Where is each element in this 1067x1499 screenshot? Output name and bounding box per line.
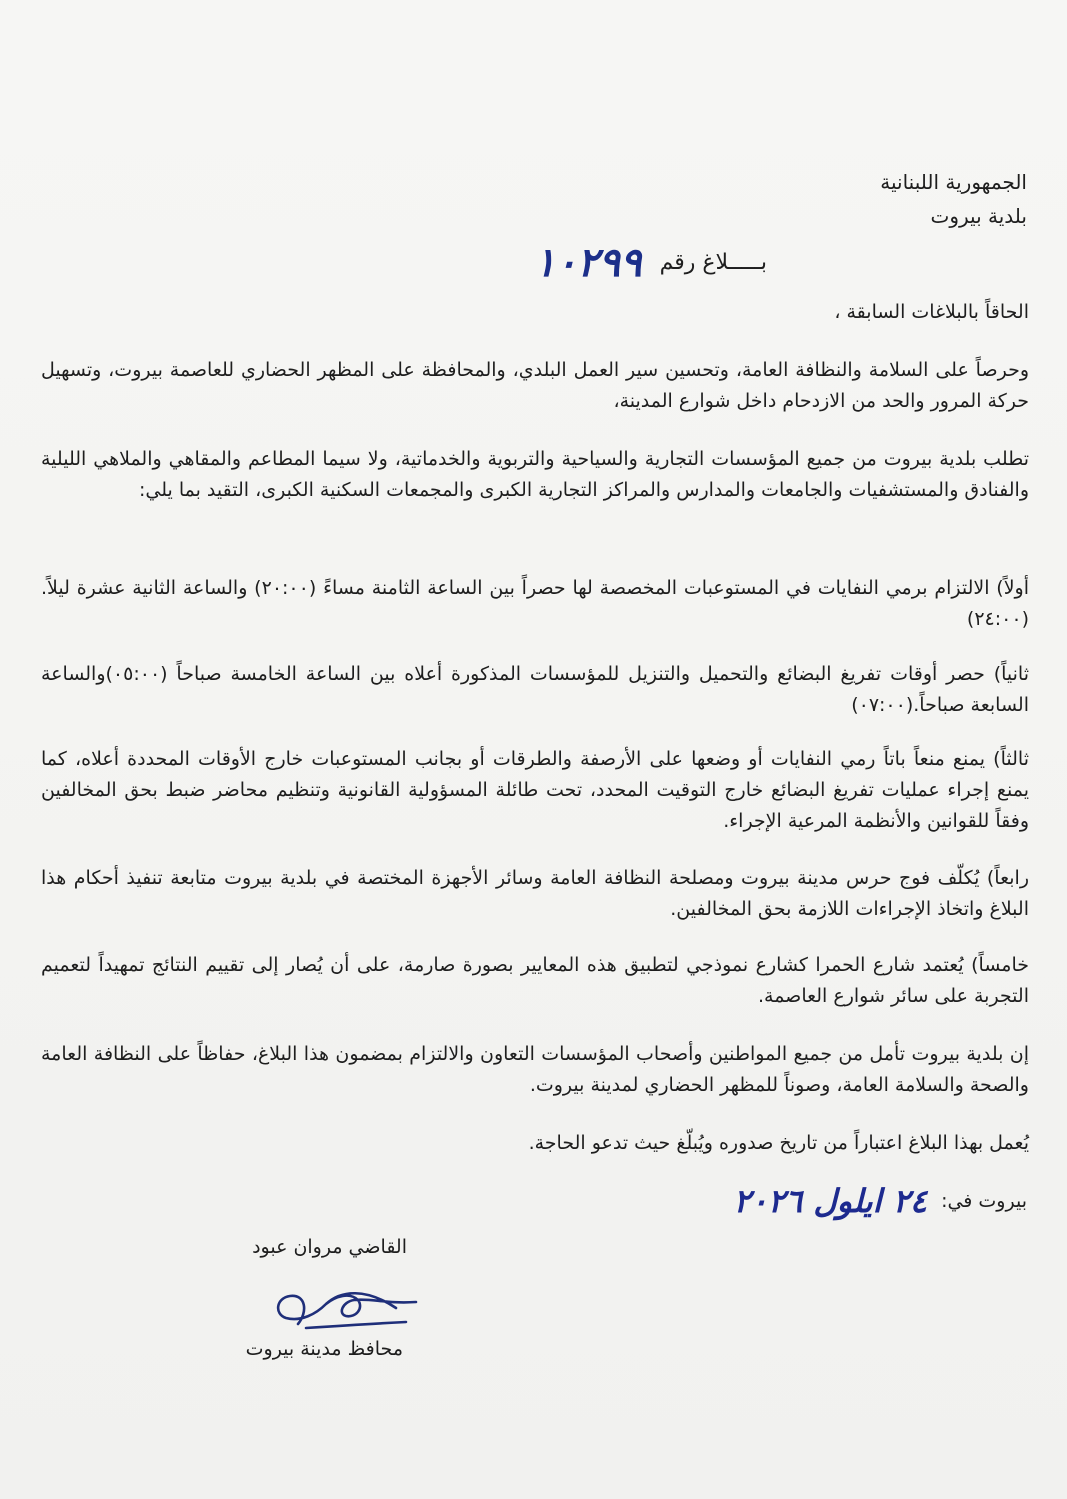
date-line: [733, 1182, 1027, 1220]
signatory-name: القاضي مروان عبود: [252, 1236, 407, 1258]
signature-icon: [246, 1278, 426, 1338]
notice-number: ١٠٢٩٩: [534, 238, 642, 286]
paragraph-preamble: وحرصاً على السلامة والنظافة العامة، وتحسين سير العمل البلدي، والمحافظة على المظهر الحضاري للعاصمة بيروت، وتسهيل حركة المرور والحد من الازدحام داخل شوارع المدينة،: [41, 359, 1029, 412]
clause-fifth: خامساً) يُعتمد شارع الحمرا كشارع نموذجي لتطبيق هذه المعايير بصورة صارمة، على أن يُصار إلى تقييم النتائج تمهيداً لتعميم التجربة على سائر شوارع العاصمة.: [41, 954, 1029, 1007]
header-republic: الجمهورية اللبنانية: [880, 170, 1027, 194]
signatory-title: محافظ مدينة بيروت: [245, 1338, 403, 1360]
paragraph-request: تطلب بلدية بيروت من جميع المؤسسات التجارية والسياحية والتربوية والخدماتية، ولا سيما المطاعم والمقاهي والملاهي الليلية والفنادق والمستشفيات والجامعات والمدارس والمراكز التجارية الكبرى والمجمعات السكنية الكبرى، التقيد بما يلي:: [41, 448, 1029, 501]
clause-second: ثانياً) حصر أوقات تفريغ البضائع والتحميل والتنزيل للمؤسسات المذكورة أعلاه بين الساعة الخامسة صباحاً (٠٥:٠٠)والساعة السابعة صباحاً.(٠٧:٠٠): [41, 663, 1029, 716]
clause-fourth: رابعاً) يُكلّف فوج حرس مدينة بيروت ومصلحة النظافة العامة وسائر الأجهزة المختصة في بلدية بيروت متابعة تنفيذ أحكام هذا البلاغ واتخاذ الإجراءات اللازمة بحق المخالفين.: [41, 867, 1029, 920]
notice-label: بـــــلاغ رقم: [659, 249, 767, 275]
intro-line: الحاقاً بالبلاغات السابقة ،: [834, 301, 1029, 323]
header-municipality: بلدية بيروت: [930, 204, 1027, 228]
clause-third: ثالثاً) يمنع منعاً باتاً رمي النفايات أو وضعها على الأرصفة والطرقات أو بجانب المستوعبات خارج الأوقات المحددة أعلاه، كما يمنع إجراء عمليات تفريغ البضائع خارج التوقيت المحدد، تحت طائلة المسؤولية القانونية وتنظيم محاضر ضبط بحق المخالفين وفقاً للقوانين والأنظمة المرعية الإجراء.: [41, 748, 1029, 832]
clause-first: أولاً) الالتزام برمي النفايات في المستوعبات المخصصة لها حصراً بين الساعة الثامنة مساءً (٢٠:٠٠) والساعة الثانية عشرة ليلاً.(٢٤:٠٠): [41, 577, 1030, 630]
date-label: بيروت في:: [941, 1190, 1027, 1212]
paragraph-appeal: إن بلدية بيروت تأمل من جميع المواطنين وأصحاب المؤسسات التعاون والالتزام بمضمون هذا البلاغ، حفاظاً على النظافة العامة والصحة والسلامة العامة، وصوناً للمظهر الحضاري لمدينة بيروت.: [41, 1043, 1029, 1096]
date-value: ٢٤ ايلول ٢٠٢٦: [733, 1182, 928, 1220]
notice-heading: [327, 232, 767, 292]
closing-line: يُعمل بهذا البلاغ اعتباراً من تاريخ صدوره ويُبلّغ حيث تدعو الحاجة.: [528, 1132, 1029, 1154]
